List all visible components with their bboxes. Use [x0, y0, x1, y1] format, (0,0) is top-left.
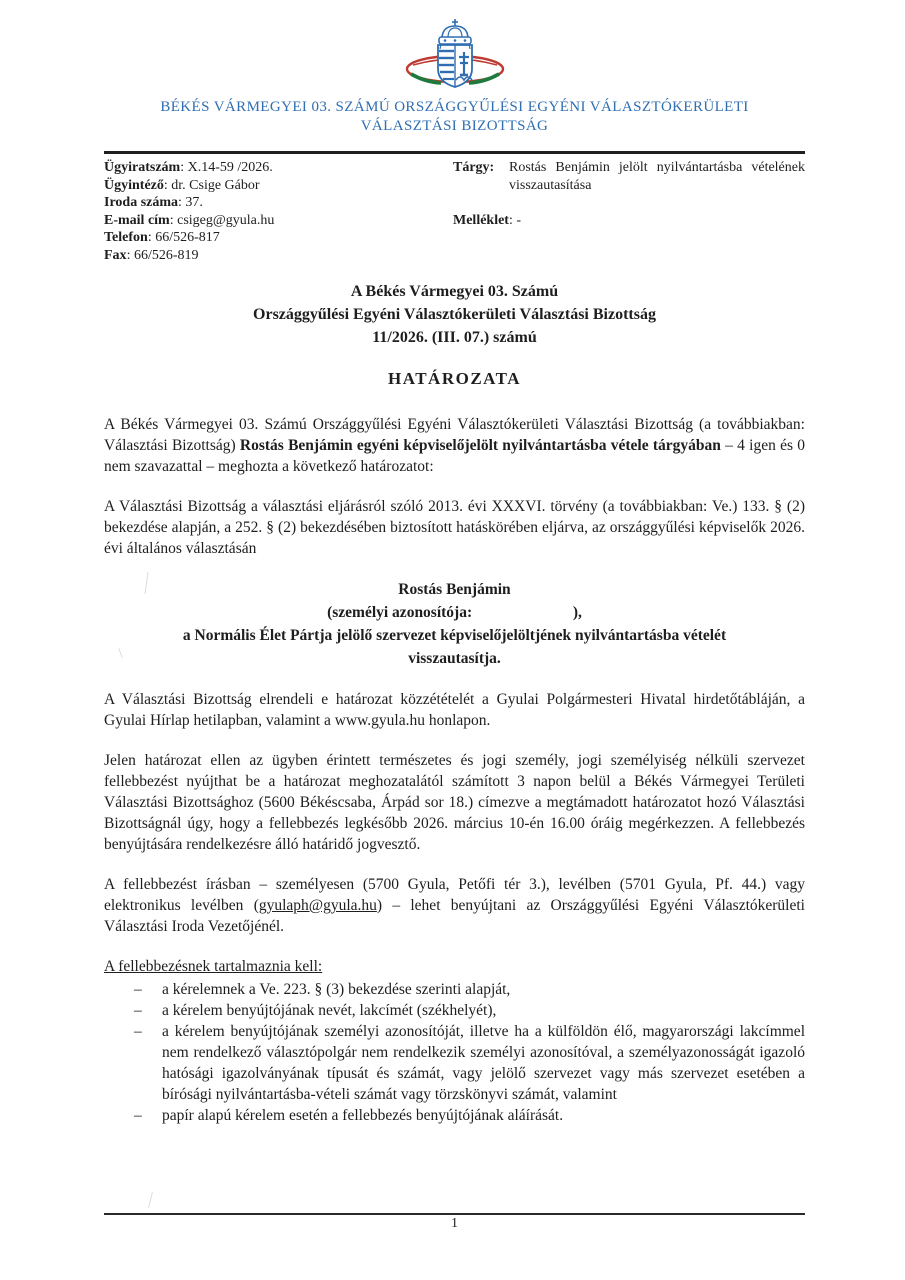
list-heading-text: A fellebbezésnek tartalmaznia kell:	[104, 958, 323, 975]
list-heading	[104, 956, 805, 977]
decision-line: Rostás Benjámin	[398, 581, 511, 598]
paragraph	[104, 414, 805, 477]
decision-line: a Normális Élet Pártja jelölő szervezet képviselőjelöltjének nyilvántartásba vételét	[182, 627, 727, 644]
list-item-text: papír alapú kérelem esetén a fellebbezés benyújtójának aláírását.	[162, 1107, 564, 1124]
coat-of-arms	[104, 16, 805, 96]
meta-label: Ügyintéző	[104, 177, 164, 193]
attachment-row: Melléklet: -	[453, 213, 522, 228]
document-title-line2: Országgyűlési Egyéni Választókerületi Választási Bizottság	[253, 306, 656, 323]
meta-row-clerk: Ügyintéző: dr. Csige Gábor	[104, 177, 260, 193]
text-segment: A Békés Vármegyei 03. Számú Országgyűlési Egyéni Választókerületi Választási Bizottság (a továbbiakban: Választási Bizottság)	[104, 416, 805, 454]
meta-label: Fax	[104, 247, 127, 263]
list-item-text: a kérelem benyújtójának személyi azonosítóját, illetve ha a külföldön élő, magyarországi lakcímmel nem rendelkező választópolgár nem rendelkezik személyi azonosítóval, a személyazonosságát igazoló hatósági igazolványának típusát és számát, vagy jelölő szervezet vagy más szervezet esetében a bírósági nyilvántartásba-vételi számát vagy törzskönyvi számát, valamint	[162, 1023, 805, 1103]
email-link: gyulaph@gyula.hu	[258, 897, 377, 914]
meta-value: csigeg@gyula.hu	[177, 212, 275, 228]
text-segment: – 4 igen és 0 nem szavazattal – meghozta a következő határozatot:	[104, 437, 805, 475]
case-meta-left	[104, 159, 453, 264]
case-meta	[104, 154, 805, 264]
text-segment: A Választási Bizottság elrendeli e határozat közzétételét a Gyulai Polgármesteri Hivatal hirdetőtábláján, a Gyulai Hírlap hetilapban, valamint a www.gyula.hu honlapon.	[104, 691, 805, 729]
meta-label: Telefon	[104, 230, 148, 245]
text-segment: A fellebbezést írásban – személyesen (5700 Gyula, Petőfi tér 3.), levélben (5701 Gyula, Pf. 44.) vagy elektronikus levélben (	[104, 876, 805, 914]
paragraph	[104, 750, 805, 855]
subject-label: Tárgy:	[453, 160, 495, 175]
text-segment: ) – lehet benyújtani az Országgyűlési Egyéni Választókerületi Választási Iroda Vezetőjénél.	[104, 897, 805, 935]
paragraph	[104, 496, 805, 559]
paragraph	[104, 874, 805, 937]
meta-row-office: Iroda száma: 37.	[104, 195, 203, 210]
meta-value: X.14-59 /2026.	[187, 160, 273, 175]
meta-row-fax: Fax: 66/526-819	[104, 247, 199, 263]
list-item	[104, 1021, 805, 1105]
attachment-label: Melléklet	[453, 213, 509, 228]
list-item-dash: –	[134, 1023, 142, 1040]
subject-row	[453, 159, 805, 194]
document-body	[104, 414, 805, 1126]
meta-label: E-mail cím	[104, 212, 170, 228]
text-segment: Rostás Benjámin egyéni képviselőjelölt nyilvántartásba vétele tárgyában	[239, 437, 721, 454]
meta-value: 66/526-817	[155, 230, 220, 245]
meta-label: Ügyiratszám	[104, 160, 181, 175]
list-item	[104, 1000, 805, 1021]
appeal-list	[104, 979, 805, 1126]
meta-value: 37.	[185, 195, 203, 210]
decision-word: HATÁROZATA	[387, 369, 522, 388]
list-item-text: a kérelem benyújtójának nevét, lakcímét (székhelyét),	[162, 1002, 497, 1019]
document-title-line1: A Békés Vármegyei 03. Számú	[350, 283, 559, 300]
text-segment: Jelen határozat ellen az ügyben érintett természetes és jogi személy, jogi személyiség nélküli szervezet fellebbezést nyújthat be a határozat meghozatalától számított 3 napon belül a Békés Vármegyei Területi Választási Bizottsághoz (5600 Békéscsaba, Árpád sor 18.) címezve a megtámadott határozatot hozó Választási Bizottságnál úgy, hogy a fellebbezés legkésőbb 2026. március 10-én 16.00 óráig megérkezzen. A fellebbezés benyújtására rendelkezésre álló határidő jogvesztő.	[104, 752, 805, 853]
list-item-dash: –	[134, 981, 142, 998]
list-item	[104, 979, 805, 1000]
org-name	[104, 98, 805, 136]
decision-line: visszautasítja.	[408, 650, 501, 667]
list-item-dash: –	[134, 1107, 142, 1124]
page-number: 1	[451, 1216, 458, 1231]
scan-artifact	[148, 1192, 153, 1208]
case-meta-right	[453, 159, 805, 264]
hungarian-coat-of-arms-icon	[389, 16, 521, 96]
text-segment: A Választási Bizottság a választási eljárásról szóló 2013. évi XXXVI. törvény (a továbbiakban: Ve.) 133. § (2) bekezdése alapján, a 252. § (2) bekezdésében biztosított hatáskörében eljárva, az országgyűlési képviselők 2026. évi általános választásán	[104, 498, 805, 557]
meta-row-phone: Telefon: 66/526-817	[104, 230, 220, 245]
page-footer	[104, 1213, 805, 1233]
meta-row-case-number: Ügyiratszám: X.14-59 /2026.	[104, 160, 273, 175]
meta-value: 66/526-819	[133, 247, 199, 263]
decision-line: (személyi azonosítója: ),	[327, 604, 582, 621]
meta-value: dr. Csige Gábor	[171, 177, 260, 193]
paragraph	[104, 689, 805, 731]
meta-row-email: E-mail cím: csigeg@gyula.hu	[104, 212, 275, 228]
document-title	[104, 280, 805, 349]
list-item-text: a kérelemnek a Ve. 223. § (3) bekezdése szerinti alapját,	[162, 981, 511, 998]
document-title-line3: 11/2026. (III. 07.) számú	[372, 329, 537, 346]
org-name-line2: VÁLASZTÁSI BIZOTTSÁG	[360, 118, 549, 134]
decision-block	[104, 578, 805, 670]
org-name-line1: BÉKÉS VÁRMEGYEI 03. SZÁMÚ ORSZÁGGYŰLÉSI EGYÉNI VÁLASZTÓKERÜLETI	[160, 99, 749, 115]
list-item-dash: –	[134, 1002, 142, 1019]
attachment-value: -	[516, 213, 522, 228]
list-item	[104, 1105, 805, 1126]
subject-value: Rostás Benjámin jelölt nyilvántartásba vételének visszautasítása	[509, 160, 805, 193]
meta-label: Iroda száma	[104, 195, 179, 210]
